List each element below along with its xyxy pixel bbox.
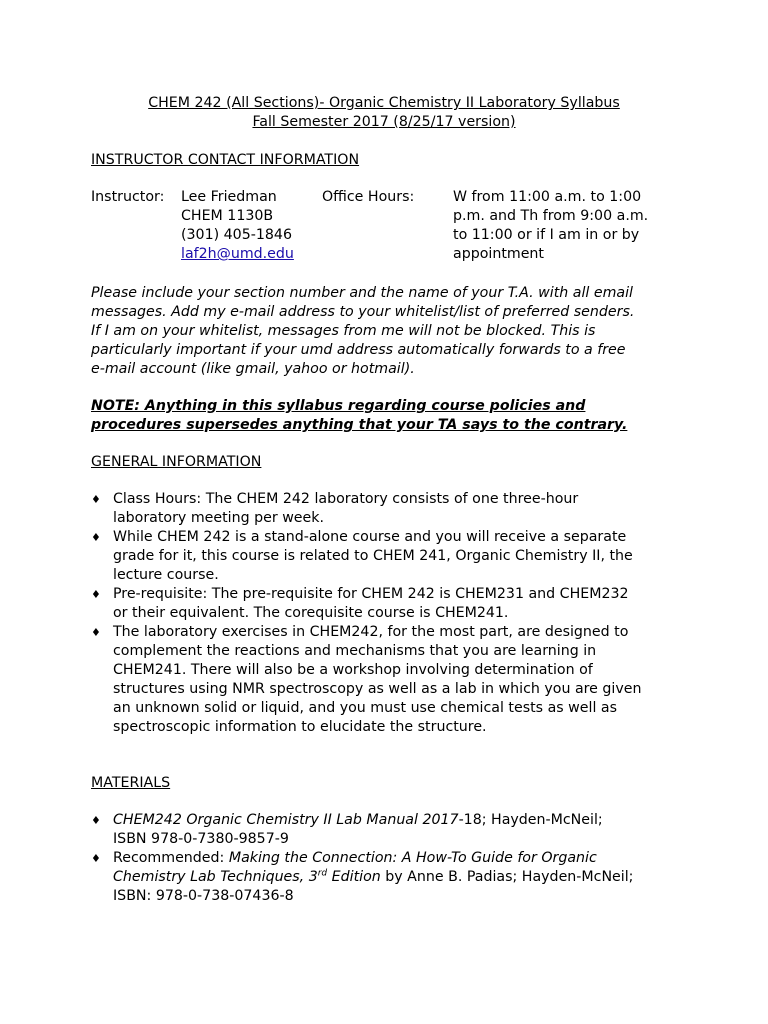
materials-list xyxy=(91,811,731,906)
general-information-list xyxy=(91,490,731,737)
general-information-heading: GENERAL INFORMATION xyxy=(91,454,262,470)
diamond-bullet-icon: ♦ xyxy=(91,626,101,639)
diamond-bullet-icon: ♦ xyxy=(91,493,101,506)
list-item: ♦ CHEM242 Organic Chemistry II Lab Manual 2017-18; Hayden-McNeil; ISBN 978-0-7380-9857-9 xyxy=(91,812,603,847)
instructor-contact-heading: INSTRUCTOR CONTACT INFORMATION xyxy=(91,152,360,168)
instructor-name: Lee Friedman xyxy=(181,189,277,205)
policy-note: NOTE: Anything in this syllabus regarding course policies and procedures supersedes anything that your TA says to the contrary. xyxy=(91,398,628,433)
recommended-book-title: Making the Connection: A How-To Guide for Organic xyxy=(228,850,597,866)
materials-heading: MATERIALS xyxy=(91,775,171,791)
title-line-2: Fall Semester 2017 (8/25/17 version) xyxy=(252,114,516,130)
instructor-label: Instructor: xyxy=(91,189,165,205)
list-item: ♦ Recommended: Making the Connection: A How-To Guide for Organic Chemistry Lab Techniques, 3rd Edition by Anne B. Padias; Hayden-McNeil; ISBN: 978-0-738-07436-8 xyxy=(91,850,634,904)
instructor-email-link[interactable]: laf2h@umd.edu xyxy=(181,246,294,262)
office-hours-text: W from 11:00 a.m. to 1:00 p.m. and Th from 9:00 a.m. to 11:00 or if I am in or by appointment xyxy=(453,189,649,262)
list-item: ♦ The laboratory exercises in CHEM242, for the most part, are designed to complement the reactions and mechanisms that you are learning in CHEM241. There will also be a workshop involving determination of structures using NMR spectroscopy as well as a lab in which you are given an unknown solid or liquid, and you must use chemical tests as well as spectroscopic information to elucidate the structure. xyxy=(91,624,642,735)
office-hours-label: Office Hours: xyxy=(322,189,415,205)
list-item: ♦ Pre-requisite: The pre-requisite for CHEM 242 is CHEM231 and CHEM232 or their equivalent. The corequisite course is CHEM241. xyxy=(91,586,629,621)
email-instructions-paragraph: Please include your section number and the name of your T.A. with all email messages. Add my e-mail address to your whitelist/list of preferred senders. If I am on your whitelist, messages from me will not be blocked. This is particularly important if your umd address automatically forwards to a free e-mail account (like gmail, yahoo or hotmail). xyxy=(91,285,635,377)
diamond-bullet-icon: ♦ xyxy=(91,852,101,865)
diamond-bullet-icon: ♦ xyxy=(91,588,101,601)
diamond-bullet-icon: ♦ xyxy=(91,531,101,544)
title-line-1: CHEM 242 (All Sections)- Organic Chemistry II Laboratory Syllabus xyxy=(148,95,620,111)
instructor-contact-block xyxy=(91,188,691,268)
diamond-bullet-icon: ♦ xyxy=(91,814,101,827)
document-title xyxy=(0,94,768,132)
lab-manual-title: CHEM242 Organic Chemistry II Lab Manual 2017 xyxy=(113,812,459,828)
list-item: ♦ Class Hours: The CHEM 242 laboratory consists of one three-hour laboratory meeting per week. xyxy=(91,491,579,526)
list-item: ♦ While CHEM 242 is a stand-alone course and you will receive a separate grade for it, this course is related to CHEM 241, Organic Chemistry II, the lecture course. xyxy=(91,529,633,583)
instructor-office: CHEM 1130B xyxy=(181,208,274,224)
instructor-phone: (301) 405-1846 xyxy=(181,227,292,243)
